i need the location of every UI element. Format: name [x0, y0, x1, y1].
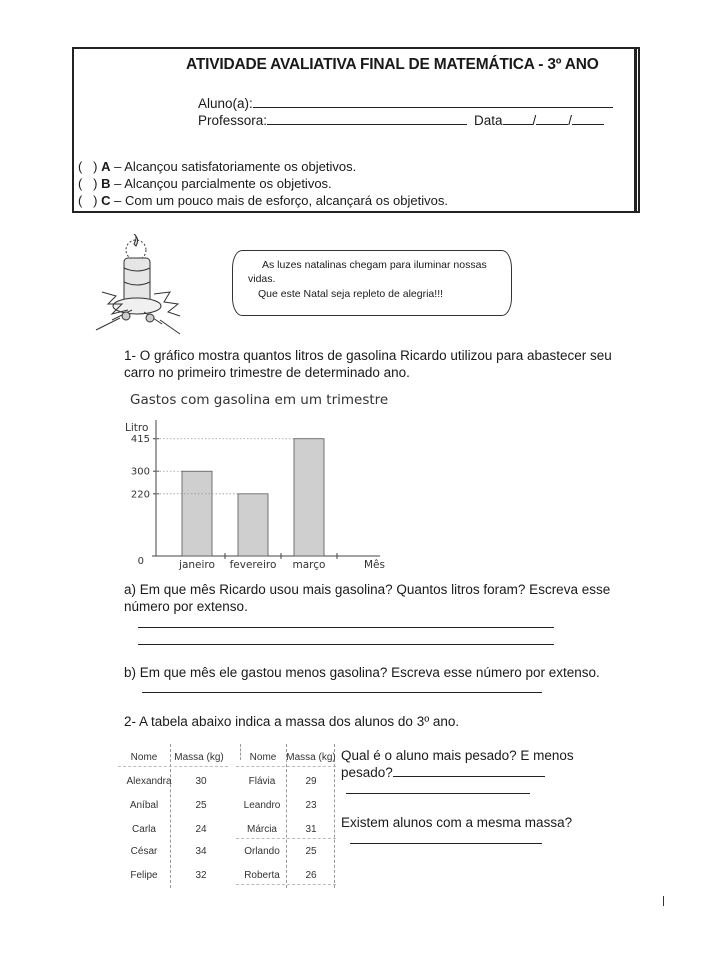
christmas-candle-icon [92, 234, 192, 338]
chart-x-tick-janeiro: janeiro [179, 559, 215, 571]
table-right-header-name: Nome [249, 752, 277, 763]
table-left-name-4: César [130, 846, 158, 857]
teacher-field [198, 111, 467, 128]
date-year-line[interactable] [572, 111, 604, 125]
chart-y-label: Litro [125, 422, 149, 434]
option-a-letter: A [101, 159, 111, 174]
mass-table-right [236, 744, 336, 888]
chart-bar-janeiro [182, 471, 212, 556]
date-field [474, 111, 604, 128]
answer-a-line-2[interactable] [138, 644, 554, 645]
chart-y-tick-220: 220 [130, 489, 150, 501]
option-a-paren: ( [78, 159, 83, 174]
question-b-line-1: b) Em que mês ele gastou menos gasolina? Escreva esse número por extenso. [124, 665, 600, 680]
side-question-1-line-2-text: pesado? [341, 765, 393, 780]
student-field [198, 94, 613, 111]
option-b-letter: B [101, 176, 111, 191]
chart-bar-março [294, 439, 324, 556]
date-day-line[interactable] [503, 111, 533, 125]
page-edge-mark [663, 896, 664, 906]
mass-table-left [118, 744, 228, 888]
date-sep-1: / [532, 113, 537, 128]
chart-y-tick-0: 0 [137, 556, 144, 567]
bubble-line-3: Que este Natal seja repleto de alegria!!! [258, 288, 444, 300]
table-left-name-2: Aníbal [129, 800, 159, 811]
answer-lightest-line[interactable] [346, 793, 530, 794]
option-a[interactable]: ( ) A – Alcançou satisfatoriamente os objetivos. [78, 159, 357, 174]
table-right-mass-4: 25 [305, 846, 317, 857]
bubble-line-2: vidas. [248, 273, 276, 285]
question-a-line-1: a) Em que mês Ricardo usou mais gasolina? Quantos litros foram? Escreva esse [124, 582, 611, 597]
table-right-name-4: Orlando [244, 846, 280, 857]
option-b-paren: ( [78, 176, 83, 191]
table-left-mass-2: 25 [195, 800, 207, 811]
option-b[interactable]: ( ) B – Alcançou parcialmente os objetivos. [78, 176, 332, 191]
student-line[interactable] [253, 94, 613, 108]
side-question-1-line-2 [341, 763, 545, 782]
table-right-name-1: Flávia [248, 776, 276, 787]
date-sep-2: / [568, 113, 573, 128]
question-2-line-1: 2- A tabela abaixo indica a massa dos alunos do 3º ano. [124, 714, 460, 729]
chart-title: Gastos com gasolina em um trimestre [130, 392, 389, 408]
side-question-1-line-1: Qual é o aluno mais pesado? E menos [341, 748, 574, 763]
student-label: Aluno(a): [198, 96, 253, 111]
chart-y-tick-415: 415 [130, 434, 150, 446]
chart-bar-fevereiro [238, 494, 268, 556]
table-right-name-3: Márcia [246, 824, 277, 835]
option-a-text: – Alcançou satisfatoriamente os objetivos. [114, 159, 357, 174]
question-1-line-1: 1- O gráfico mostra quantos litros de gasolina Ricardo utilizou para abastecer seu [124, 348, 612, 363]
table-right-name-2: Leandro [243, 800, 281, 811]
page-title: ATIVIDADE AVALIATIVA FINAL DE MATEMÁTICA - 3º ANO [186, 56, 599, 73]
table-right-mass-1: 29 [305, 776, 317, 787]
chart-x-tick-fevereiro: fevereiro [229, 559, 277, 571]
date-label: Data [474, 113, 503, 128]
chart-x-tick-março: março [292, 559, 326, 571]
answer-same-mass-line[interactable] [350, 843, 542, 844]
chart-x-label: Mês [364, 559, 385, 571]
table-right-mass-2: 23 [305, 800, 317, 811]
table-right-mass-5: 26 [305, 870, 317, 881]
question-1-line-2: carro no primeiro trimestre de determinado ano. [124, 365, 410, 380]
table-left-header-mass: Massa (kg) [174, 752, 224, 763]
table-right-header-mass: Massa (kg) [286, 752, 336, 763]
table-right-name-5: Roberta [244, 870, 280, 881]
answer-b-line[interactable] [142, 692, 542, 693]
table-left-name-3: Carla [132, 824, 156, 835]
table-left-mass-4: 34 [195, 846, 207, 857]
option-c[interactable]: ( ) C – Com um pouco mais de esforço, alcançará os objetivos. [78, 193, 448, 208]
answer-a-line-1[interactable] [138, 627, 554, 628]
bubble-line-1: As luzes natalinas chegam para iluminar nossas [262, 259, 487, 271]
option-c-paren: ( [78, 193, 83, 208]
table-left-name-5: Felipe [130, 870, 158, 881]
date-month-line[interactable] [536, 111, 568, 125]
option-c-text: – Com um pouco mais de esforço, alcançará os objetivos. [114, 193, 448, 208]
teacher-label: Professora: [198, 113, 268, 128]
table-left-mass-5: 32 [195, 870, 207, 881]
teacher-line[interactable] [267, 111, 467, 125]
table-left-name-1: Alexandra [126, 776, 172, 787]
question-a-line-2: número por extenso. [124, 599, 248, 614]
table-left-mass-3: 24 [195, 824, 207, 835]
header-box [72, 47, 640, 213]
option-c-letter: C [101, 193, 111, 208]
gasoline-bar-chart [118, 386, 398, 576]
table-left-header-name: Nome [130, 752, 158, 763]
table-right-mass-3: 31 [305, 824, 317, 835]
option-b-text: – Alcançou parcialmente os objetivos. [114, 176, 332, 191]
chart-y-tick-300: 300 [130, 466, 150, 478]
side-question-2-line-1: Existem alunos com a mesma massa? [341, 815, 573, 830]
table-left-mass-1: 30 [195, 776, 207, 787]
answer-heaviest-line[interactable] [393, 763, 545, 777]
